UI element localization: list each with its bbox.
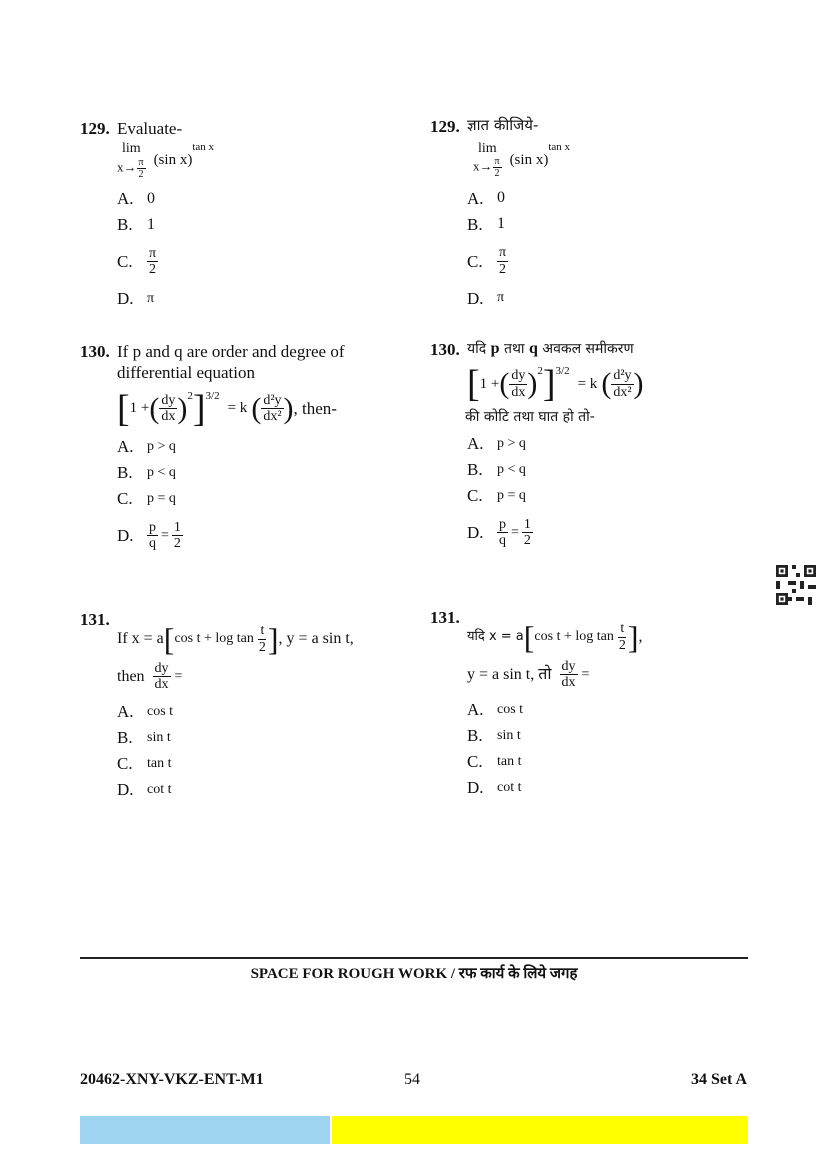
- option-a[interactable]: A. cos t: [467, 700, 524, 720]
- question-130-hi: [430, 339, 730, 601]
- limit-expression: (sin x): [153, 152, 193, 169]
- option-a[interactable]: A. 0: [117, 189, 155, 209]
- option-d[interactable]: D. π: [117, 289, 155, 309]
- derivative-prompt: then $\frac{dy}{dx}$ =: [117, 661, 183, 693]
- hindi-column: [430, 112, 730, 801]
- question-number: 130.: [80, 342, 110, 361]
- question-text: यदि p तथा q अवकल समीकरण: [467, 340, 634, 357]
- footer-page-number: 54: [404, 1071, 420, 1088]
- option-d[interactable]: D. $\frac{p}{q}$ = $\frac{1}{2}$: [467, 516, 531, 548]
- option-c[interactable]: C. $\frac{\pi}{2}$: [117, 245, 157, 278]
- option-b[interactable]: B. sin t: [467, 726, 521, 746]
- question-131-hi: [430, 607, 730, 801]
- option-a[interactable]: A. p > q: [117, 436, 176, 456]
- option-c[interactable]: C. tan t: [117, 754, 172, 774]
- question-number: 129.: [430, 117, 460, 136]
- english-column: [80, 112, 380, 803]
- option-b[interactable]: B. p < q: [467, 459, 526, 479]
- question-131-en: [80, 609, 380, 803]
- option-a[interactable]: A. 0: [467, 188, 505, 208]
- question-number: 131.: [430, 608, 460, 627]
- limit-symbol: lim x→ $\frac{\pi}{2}$: [473, 140, 500, 180]
- limit-symbol: lim x→ $\frac{\pi}{2}$: [117, 141, 144, 180]
- rough-work-divider: [80, 957, 748, 959]
- option-d[interactable]: D. cot t: [467, 778, 522, 798]
- option-c[interactable]: C. p = q: [117, 488, 176, 508]
- question-130-en: [80, 341, 380, 603]
- qr-code-icon: [776, 565, 816, 605]
- question-number: 130.: [430, 340, 460, 359]
- limit-power: tan x: [192, 141, 215, 154]
- footer-yellow-bar: [332, 1116, 748, 1144]
- option-a[interactable]: A. cos t: [117, 702, 174, 722]
- question-number: 131.: [80, 610, 110, 629]
- question-text: Evaluate-: [117, 119, 183, 138]
- option-b[interactable]: B. p < q: [117, 462, 176, 482]
- option-c[interactable]: C. tan t: [467, 752, 522, 772]
- option-d[interactable]: D. $\frac{p}{q}$ = $\frac{1}{2}$: [117, 519, 181, 551]
- differential-equation: [ 1 + ( $\frac{dy}{dx}$ ) $^2$ ] $^{3/2}$ = k ( $\frac{\text{d²y}}{\text{dx²}}$ ): [467, 363, 644, 405]
- question-text-after: की कोटि तथा घात हो तो-: [465, 409, 595, 425]
- option-b[interactable]: B. 1: [467, 214, 505, 234]
- question-text: If p and q are order and degree of differential equation: [117, 342, 345, 383]
- derivative-prompt: y = a sin t, तो $\frac{dy}{dx}$ =: [467, 659, 590, 691]
- question-number: 129.: [80, 119, 110, 138]
- option-d[interactable]: D. π: [467, 288, 505, 308]
- question-129-en: [80, 118, 380, 333]
- differential-equation: [ 1 + ( $\frac{dy}{dx}$ ) $^2$ ] $^{3/2}$ = k ( $\frac{\text{d²y}}{\text{dx²}}$ ) , then-: [117, 387, 337, 430]
- option-c[interactable]: C. $\frac{\pi}{2}$: [467, 245, 507, 277]
- parametric-equation: यदि x = a [ cos t + log tan $\frac{t}{2}$ ] ,: [467, 619, 643, 655]
- option-d[interactable]: D. cot t: [117, 780, 172, 800]
- option-b[interactable]: B. sin t: [117, 728, 171, 748]
- question-129-hi: 129. ज्ञात कीजिये- lim x→ $\frac{\pi}{2}$ (sin x) $^{tan x}$ A. 0 B. 1 C. $\frac{\pi}{2}$ D. π: [430, 116, 730, 331]
- footer-set-label: 34 Set A: [691, 1071, 747, 1088]
- question-text: ज्ञात कीजिये-: [467, 116, 539, 134]
- option-a[interactable]: A. p > q: [467, 433, 526, 453]
- option-c[interactable]: C. p = q: [467, 485, 526, 505]
- footer-blue-bar: [80, 1116, 330, 1144]
- footer-paper-code: 20462-XNY-VKZ-ENT-M1: [80, 1071, 264, 1088]
- rough-work-label: SPACE FOR ROUGH WORK / रफ कार्य के लिये जगह: [250, 966, 578, 982]
- parametric-equation: If x = a [ cos t + log tan $\frac{t}{2}$ ] , y = a sin t,: [117, 621, 354, 657]
- option-b[interactable]: B. 1: [117, 215, 155, 235]
- pi-over-2: $\frac{\pi}{2}$: [149, 245, 157, 278]
